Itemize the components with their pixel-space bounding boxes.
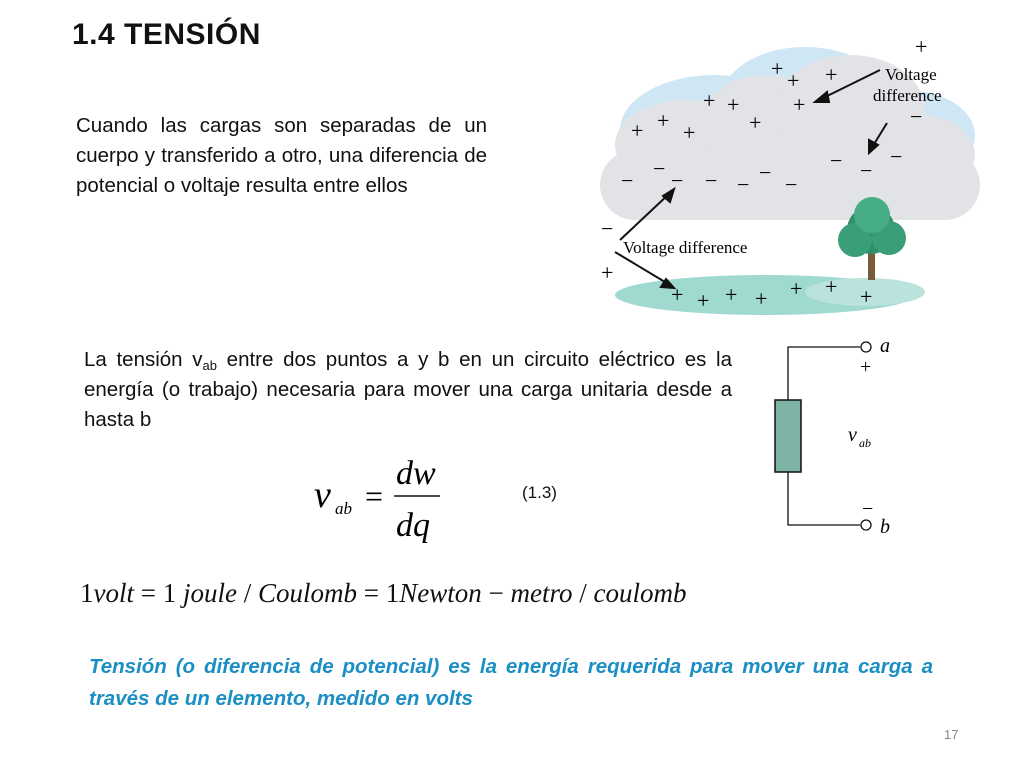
minus-sign: −: [737, 172, 750, 197]
plus-sign: +: [725, 282, 738, 307]
unit-metro: metro: [510, 578, 573, 608]
voltage-label-top-2: difference: [873, 86, 942, 105]
unit-slash: /: [236, 578, 258, 608]
plus-sign: +: [727, 92, 740, 117]
plus-sign: +: [703, 88, 716, 113]
voltage-subscript: ab: [859, 436, 871, 450]
plus-sign: +: [601, 260, 614, 285]
minus-sign: −: [653, 156, 666, 181]
plus-sign: +: [671, 282, 684, 307]
minus-sign: −: [671, 168, 684, 193]
plus-sign: +: [657, 108, 670, 133]
plus-sign: +: [825, 62, 838, 87]
plus-sign: +: [793, 92, 806, 117]
plus-sign: +: [631, 118, 644, 143]
cloud-voltage-illustration: [575, 30, 995, 315]
plus-sign: +: [749, 110, 762, 135]
voltage-equation: [300, 452, 470, 552]
voltage-label-top: Voltage: [885, 65, 937, 84]
terminal-a: [861, 342, 871, 352]
minus-sign: −: [910, 104, 923, 129]
voltage-label-bottom: Voltage difference: [623, 238, 748, 257]
minus-sign: −: [621, 168, 634, 193]
minus-sign: −: [705, 168, 718, 193]
terminal-b: [861, 520, 871, 530]
plus-sign: +: [860, 284, 873, 309]
minus-sign: −: [860, 158, 873, 183]
minus-sign: −: [862, 498, 874, 520]
plus-sign: +: [755, 286, 768, 311]
plus-sign: +: [915, 34, 928, 59]
plus-sign: +: [771, 56, 784, 81]
voltage-symbol: v: [848, 424, 857, 446]
terminal-b-label: b: [880, 516, 890, 538]
unit-newton: Newton: [399, 578, 482, 608]
unit-equals-one-b: = 1: [357, 578, 400, 608]
page-number: 17: [944, 727, 959, 742]
intro-paragraph: Cuando las cargas son separadas de un cuerpo y transferido a otro, una diferencia de potencial o voltaje resulta entre ellos: [76, 114, 487, 197]
minus-sign: −: [890, 144, 903, 169]
plus-sign: +: [860, 356, 872, 378]
unit-one: 1: [80, 578, 94, 608]
unit-minus: −: [481, 578, 511, 608]
unit-equals-one: = 1: [134, 578, 183, 608]
minus-sign: −: [759, 160, 772, 185]
unit-equivalence: [80, 578, 687, 609]
plus-sign: +: [825, 274, 838, 299]
minus-sign: −: [830, 148, 843, 173]
circuit-element-diagram: [760, 330, 920, 540]
slide-title: 1.4 TENSIÓN: [72, 18, 261, 51]
definition-subscript: ab: [202, 358, 217, 373]
equation-numerator: dw: [396, 455, 436, 492]
minus-sign: −: [785, 172, 798, 197]
equation-denominator: dq: [396, 507, 430, 544]
unit-coulomb-b: coulomb: [593, 578, 687, 608]
unit-coulomb: Coulomb: [258, 578, 358, 608]
unit-slash-b: /: [572, 578, 594, 608]
unit-joule: joule: [182, 578, 237, 608]
unit-volt: volt: [93, 578, 134, 608]
equation-lhs-subscript: ab: [335, 499, 352, 518]
definition-paragraph: [84, 345, 732, 435]
minus-sign: −: [601, 216, 614, 241]
resistor: [775, 400, 801, 472]
plus-sign: +: [697, 288, 710, 313]
definition-text-start: La tensión v: [84, 348, 203, 371]
plus-sign: +: [790, 276, 803, 301]
definition-text-end: entre dos puntos a y b en un circuito eléctrico es la energía (o trabajo) necesaria para mover una carga unitaria desde a hasta b: [84, 348, 732, 431]
equation-number: (1.3): [522, 483, 557, 502]
plus-sign: +: [683, 120, 696, 145]
definition-note: Tensión (o diferencia de potencial) es la energía requerida para mover una carga a través de un elemento, medido en volts: [89, 655, 933, 710]
equation-lhs: v: [314, 474, 331, 516]
terminal-a-label: a: [880, 335, 890, 357]
plus-sign: +: [787, 68, 800, 93]
equation-equals: =: [365, 478, 384, 514]
